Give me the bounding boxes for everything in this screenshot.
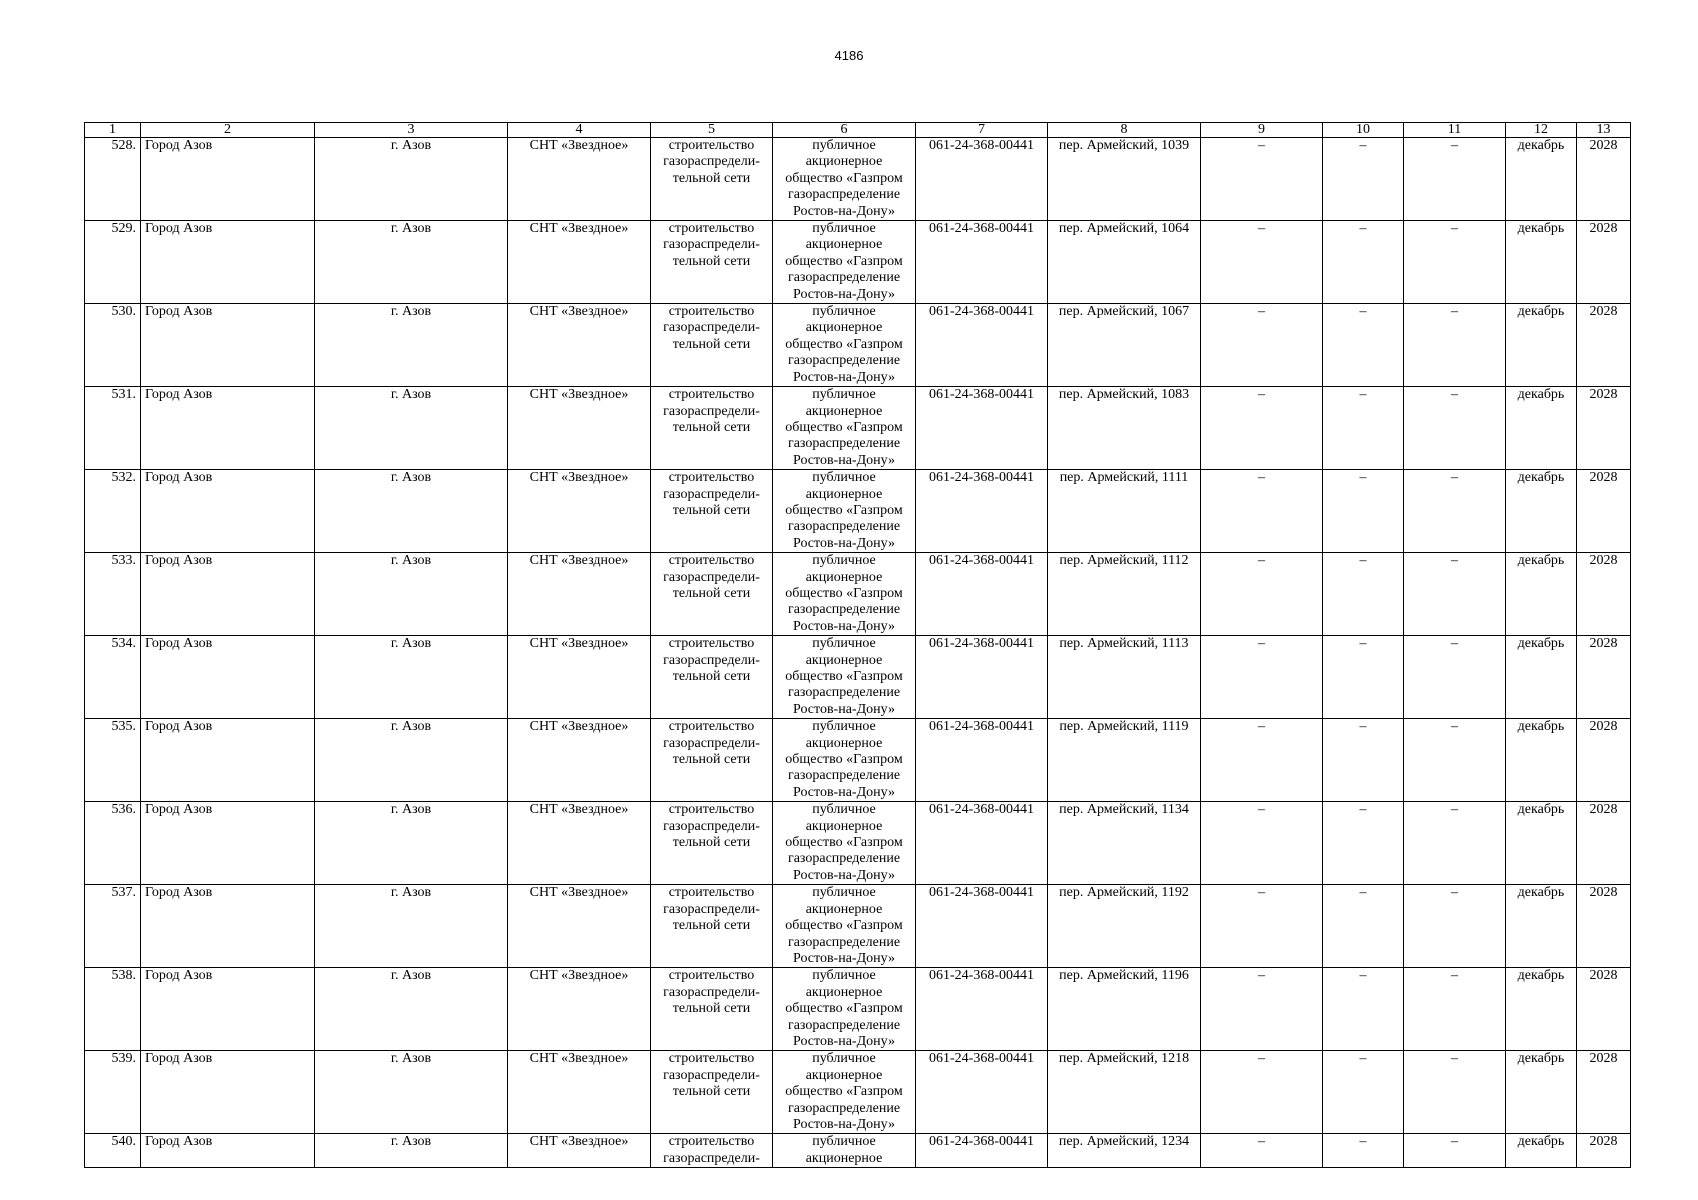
cell-organization: публичное акционерное общество «Газпром газораспределение Ростов-на-Дону» (773, 885, 916, 968)
cell-territory: СНТ «Звездное» (508, 719, 651, 802)
cell-col-11: – (1404, 138, 1506, 221)
cell-contract-number: 061-24-368-00441 (916, 719, 1048, 802)
cell-address: пер. Армейский, 1067 (1048, 304, 1201, 387)
column-header-10: 10 (1323, 123, 1404, 138)
cell-month: декабрь (1506, 1134, 1577, 1168)
cell-col-10: – (1323, 636, 1404, 719)
cell-row-number: 540. (85, 1134, 141, 1168)
cell-row-number: 528. (85, 138, 141, 221)
table-row (85, 802, 1631, 885)
cell-col-11: – (1404, 968, 1506, 1051)
column-header-13: 13 (1577, 123, 1631, 138)
cell-municipality: Город Азов (141, 636, 315, 719)
cell-col-10: – (1323, 553, 1404, 636)
cell-year: 2028 (1577, 885, 1631, 968)
cell-address: пер. Армейский, 1119 (1048, 719, 1201, 802)
cell-address: пер. Армейский, 1064 (1048, 221, 1201, 304)
cell-col-9: – (1201, 221, 1323, 304)
cell-year: 2028 (1577, 968, 1631, 1051)
cell-address: пер. Армейский, 1134 (1048, 802, 1201, 885)
cell-contract-number: 061-24-368-00441 (916, 553, 1048, 636)
column-header-9: 9 (1201, 123, 1323, 138)
table-row (85, 1051, 1631, 1134)
cell-col-10: – (1323, 304, 1404, 387)
cell-contract-number: 061-24-368-00441 (916, 387, 1048, 470)
table-row (85, 470, 1631, 553)
cell-row-number: 534. (85, 636, 141, 719)
cell-organization: публичное акционерное общество «Газпром газораспределение Ростов-на-Дону» (773, 387, 916, 470)
cell-municipality: Город Азов (141, 802, 315, 885)
cell-organization: публичное акционерное общество «Газпром газораспределение Ростов-на-Дону» (773, 719, 916, 802)
cell-month: декабрь (1506, 138, 1577, 221)
table-header (85, 123, 1631, 138)
cell-col-10: – (1323, 138, 1404, 221)
cell-year: 2028 (1577, 221, 1631, 304)
cell-work-type: строительство газораспредели-тельной сети (651, 968, 773, 1051)
column-header-7: 7 (916, 123, 1048, 138)
cell-address: пер. Армейский, 1234 (1048, 1134, 1201, 1168)
cell-address: пер. Армейский, 1083 (1048, 387, 1201, 470)
column-header-4: 4 (508, 123, 651, 138)
cell-work-type: строительство газораспредели-тельной сети (651, 636, 773, 719)
column-header-3: 3 (315, 123, 508, 138)
registry-table (84, 122, 1631, 1168)
cell-contract-number: 061-24-368-00441 (916, 138, 1048, 221)
cell-contract-number: 061-24-368-00441 (916, 636, 1048, 719)
cell-month: декабрь (1506, 719, 1577, 802)
cell-municipality: Город Азов (141, 304, 315, 387)
cell-col-10: – (1323, 470, 1404, 553)
cell-col-11: – (1404, 1051, 1506, 1134)
cell-col-11: – (1404, 387, 1506, 470)
cell-locality: г. Азов (315, 719, 508, 802)
cell-locality: г. Азов (315, 304, 508, 387)
cell-col-10: – (1323, 387, 1404, 470)
cell-col-11: – (1404, 1134, 1506, 1168)
cell-col-9: – (1201, 802, 1323, 885)
cell-col-10: – (1323, 802, 1404, 885)
cell-address: пер. Армейский, 1113 (1048, 636, 1201, 719)
cell-col-11: – (1404, 221, 1506, 304)
cell-row-number: 529. (85, 221, 141, 304)
cell-work-type: строительство газораспредели-тельной сети (651, 885, 773, 968)
cell-work-type: строительство газораспредели-тельной сети (651, 802, 773, 885)
cell-row-number: 531. (85, 387, 141, 470)
cell-col-11: – (1404, 470, 1506, 553)
cell-municipality: Город Азов (141, 470, 315, 553)
cell-organization: публичное акционерное общество «Газпром газораспределение Ростов-на-Дону» (773, 221, 916, 304)
table-row (85, 885, 1631, 968)
cell-month: декабрь (1506, 553, 1577, 636)
table-row (85, 1134, 1631, 1168)
table-row (85, 221, 1631, 304)
table-row (85, 636, 1631, 719)
cell-work-type: строительство газораспредели-тельной сети (651, 138, 773, 221)
cell-month: декабрь (1506, 802, 1577, 885)
cell-col-9: – (1201, 719, 1323, 802)
cell-organization: публичное акционерное общество «Газпром газораспределение Ростов-на-Дону» (773, 1051, 916, 1134)
table-row (85, 387, 1631, 470)
cell-territory: СНТ «Звездное» (508, 968, 651, 1051)
column-header-12: 12 (1506, 123, 1577, 138)
cell-work-type: строительство газораспредели-тельной сети (651, 221, 773, 304)
cell-territory: СНТ «Звездное» (508, 1134, 651, 1168)
cell-work-type: строительство газораспредели-тельной сети (651, 553, 773, 636)
cell-contract-number: 061-24-368-00441 (916, 221, 1048, 304)
cell-year: 2028 (1577, 719, 1631, 802)
cell-locality: г. Азов (315, 968, 508, 1051)
cell-municipality: Город Азов (141, 1051, 315, 1134)
cell-contract-number: 061-24-368-00441 (916, 1051, 1048, 1134)
cell-address: пер. Армейский, 1218 (1048, 1051, 1201, 1134)
cell-work-type: строительство газораспредели- (651, 1134, 773, 1168)
cell-contract-number: 061-24-368-00441 (916, 885, 1048, 968)
cell-month: декабрь (1506, 885, 1577, 968)
cell-locality: г. Азов (315, 553, 508, 636)
column-header-1: 1 (85, 123, 141, 138)
cell-contract-number: 061-24-368-00441 (916, 968, 1048, 1051)
cell-address: пер. Армейский, 1111 (1048, 470, 1201, 553)
cell-year: 2028 (1577, 553, 1631, 636)
column-header-5: 5 (651, 123, 773, 138)
table-row (85, 719, 1631, 802)
cell-col-9: – (1201, 636, 1323, 719)
cell-row-number: 530. (85, 304, 141, 387)
cell-month: декабрь (1506, 1051, 1577, 1134)
cell-organization: публичное акционерное общество «Газпром газораспределение Ростов-на-Дону» (773, 138, 916, 221)
cell-year: 2028 (1577, 470, 1631, 553)
cell-territory: СНТ «Звездное» (508, 221, 651, 304)
cell-month: декабрь (1506, 968, 1577, 1051)
cell-contract-number: 061-24-368-00441 (916, 1134, 1048, 1168)
cell-locality: г. Азов (315, 1051, 508, 1134)
table-row (85, 138, 1631, 221)
cell-col-10: – (1323, 719, 1404, 802)
cell-contract-number: 061-24-368-00441 (916, 470, 1048, 553)
cell-municipality: Город Азов (141, 387, 315, 470)
cell-col-10: – (1323, 1134, 1404, 1168)
column-header-6: 6 (773, 123, 916, 138)
cell-locality: г. Азов (315, 885, 508, 968)
cell-territory: СНТ «Звездное» (508, 138, 651, 221)
table-row (85, 553, 1631, 636)
cell-territory: СНТ «Звездное» (508, 553, 651, 636)
cell-work-type: строительство газораспредели-тельной сети (651, 387, 773, 470)
cell-work-type: строительство газораспредели-тельной сети (651, 1051, 773, 1134)
table-row (85, 968, 1631, 1051)
cell-col-9: – (1201, 1134, 1323, 1168)
cell-organization: публичное акционерное (773, 1134, 916, 1168)
cell-month: декабрь (1506, 304, 1577, 387)
cell-address: пер. Армейский, 1112 (1048, 553, 1201, 636)
cell-locality: г. Азов (315, 221, 508, 304)
cell-row-number: 532. (85, 470, 141, 553)
cell-locality: г. Азов (315, 802, 508, 885)
cell-organization: публичное акционерное общество «Газпром газораспределение Ростов-на-Дону» (773, 553, 916, 636)
cell-locality: г. Азов (315, 1134, 508, 1168)
cell-municipality: Город Азов (141, 221, 315, 304)
cell-organization: публичное акционерное общество «Газпром газораспределение Ростов-на-Дону» (773, 304, 916, 387)
cell-locality: г. Азов (315, 387, 508, 470)
cell-month: декабрь (1506, 387, 1577, 470)
cell-row-number: 538. (85, 968, 141, 1051)
cell-municipality: Город Азов (141, 138, 315, 221)
cell-work-type: строительство газораспредели-тельной сети (651, 719, 773, 802)
cell-address: пер. Армейский, 1192 (1048, 885, 1201, 968)
cell-col-9: – (1201, 968, 1323, 1051)
cell-row-number: 533. (85, 553, 141, 636)
cell-col-11: – (1404, 553, 1506, 636)
cell-col-9: – (1201, 304, 1323, 387)
cell-territory: СНТ «Звездное» (508, 885, 651, 968)
table-body (85, 138, 1631, 1168)
cell-address: пер. Армейский, 1039 (1048, 138, 1201, 221)
cell-col-11: – (1404, 304, 1506, 387)
cell-year: 2028 (1577, 636, 1631, 719)
cell-col-9: – (1201, 885, 1323, 968)
cell-territory: СНТ «Звездное» (508, 470, 651, 553)
cell-organization: публичное акционерное общество «Газпром газораспределение Ростов-на-Дону» (773, 802, 916, 885)
cell-municipality: Город Азов (141, 719, 315, 802)
cell-year: 2028 (1577, 138, 1631, 221)
cell-territory: СНТ «Звездное» (508, 387, 651, 470)
cell-locality: г. Азов (315, 470, 508, 553)
cell-work-type: строительство газораспредели-тельной сети (651, 470, 773, 553)
cell-month: декабрь (1506, 470, 1577, 553)
cell-year: 2028 (1577, 304, 1631, 387)
cell-month: декабрь (1506, 221, 1577, 304)
cell-contract-number: 061-24-368-00441 (916, 802, 1048, 885)
cell-col-11: – (1404, 636, 1506, 719)
cell-col-9: – (1201, 553, 1323, 636)
cell-territory: СНТ «Звездное» (508, 636, 651, 719)
header-row (85, 123, 1631, 138)
cell-year: 2028 (1577, 1134, 1631, 1168)
cell-col-11: – (1404, 802, 1506, 885)
cell-row-number: 536. (85, 802, 141, 885)
cell-col-10: – (1323, 968, 1404, 1051)
cell-col-11: – (1404, 885, 1506, 968)
cell-row-number: 537. (85, 885, 141, 968)
cell-address: пер. Армейский, 1196 (1048, 968, 1201, 1051)
cell-organization: публичное акционерное общество «Газпром газораспределение Ростов-на-Дону» (773, 968, 916, 1051)
cell-col-10: – (1323, 221, 1404, 304)
cell-col-9: – (1201, 470, 1323, 553)
cell-col-9: – (1201, 1051, 1323, 1134)
cell-organization: публичное акционерное общество «Газпром газораспределение Ростов-на-Дону» (773, 470, 916, 553)
cell-col-9: – (1201, 387, 1323, 470)
cell-col-9: – (1201, 138, 1323, 221)
cell-territory: СНТ «Звездное» (508, 802, 651, 885)
cell-municipality: Город Азов (141, 1134, 315, 1168)
cell-row-number: 539. (85, 1051, 141, 1134)
cell-col-11: – (1404, 719, 1506, 802)
cell-contract-number: 061-24-368-00441 (916, 304, 1048, 387)
cell-territory: СНТ «Звездное» (508, 304, 651, 387)
table-row (85, 304, 1631, 387)
cell-locality: г. Азов (315, 138, 508, 221)
column-header-8: 8 (1048, 123, 1201, 138)
cell-municipality: Город Азов (141, 885, 315, 968)
column-header-11: 11 (1404, 123, 1506, 138)
cell-year: 2028 (1577, 802, 1631, 885)
cell-col-10: – (1323, 1051, 1404, 1134)
cell-organization: публичное акционерное общество «Газпром газораспределение Ростов-на-Дону» (773, 636, 916, 719)
cell-locality: г. Азов (315, 636, 508, 719)
cell-row-number: 535. (85, 719, 141, 802)
cell-municipality: Город Азов (141, 968, 315, 1051)
cell-municipality: Город Азов (141, 553, 315, 636)
page-number: 4186 (834, 48, 864, 63)
cell-col-10: – (1323, 885, 1404, 968)
cell-year: 2028 (1577, 1051, 1631, 1134)
cell-month: декабрь (1506, 636, 1577, 719)
cell-work-type: строительство газораспредели-тельной сети (651, 304, 773, 387)
cell-territory: СНТ «Звездное» (508, 1051, 651, 1134)
cell-year: 2028 (1577, 387, 1631, 470)
column-header-2: 2 (141, 123, 315, 138)
